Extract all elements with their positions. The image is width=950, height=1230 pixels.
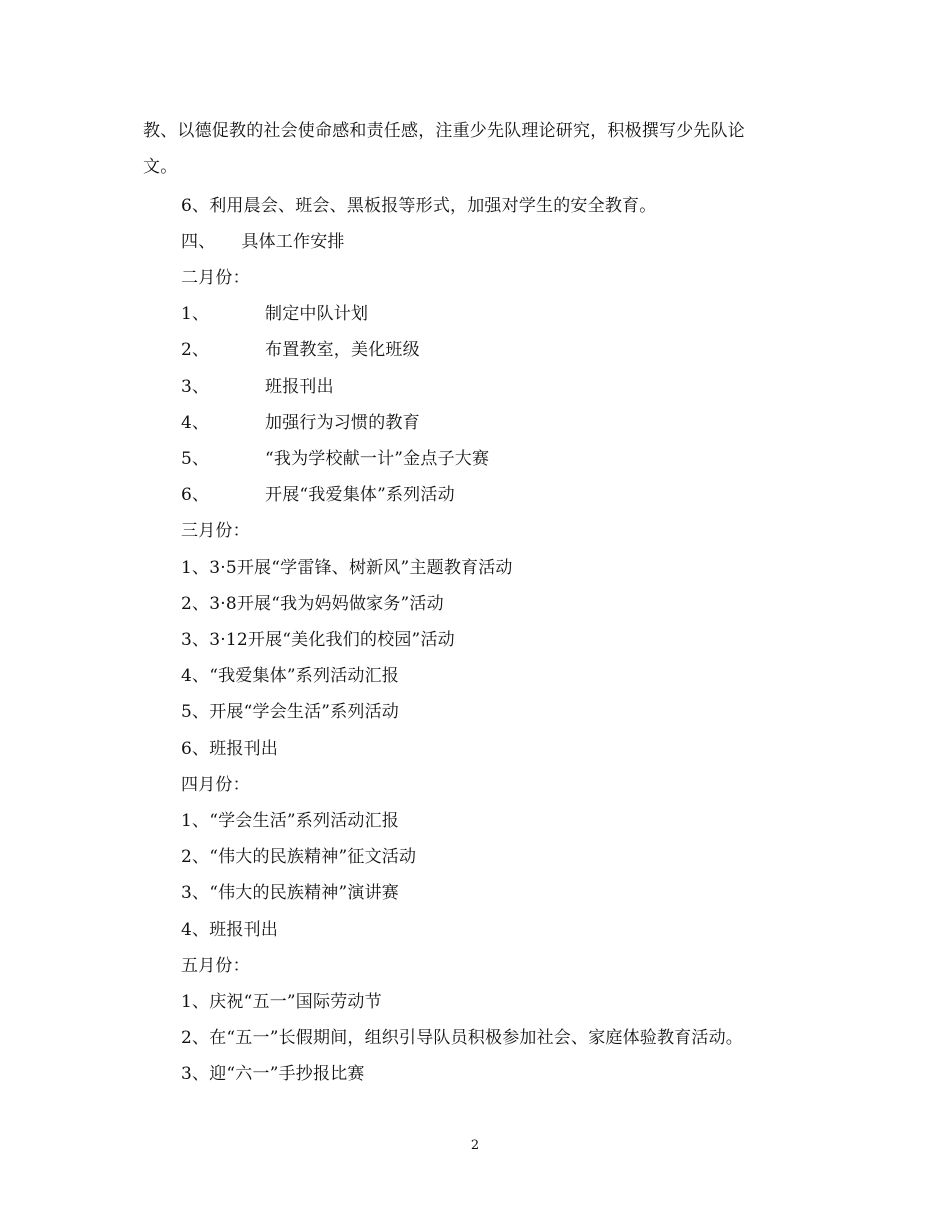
item-text: 制定中队计划 [265, 304, 369, 324]
may-item: 2、在“五一”长假期间，组织引导队员积极参加社会、家庭体验教育活动。 [181, 1028, 743, 1048]
february-item [181, 340, 420, 360]
intro-paragraph-line-2: 文。 [143, 157, 178, 177]
march-item: 3、3·12开展“美化我们的校园”活动 [181, 630, 455, 650]
february-heading: 二月份： [181, 268, 250, 288]
february-item [181, 485, 455, 505]
safety-education-item: 6、利用晨会、班会、黑板报等形式，加强对学生的安全教育。 [181, 196, 657, 216]
april-item: 1、“学会生活”系列活动汇报 [181, 811, 399, 831]
march-item: 6、班报刊出 [181, 739, 279, 759]
february-item [181, 304, 368, 324]
may-item: 1、庆祝“五一”国际劳动节 [181, 992, 382, 1012]
item-number: 2、 [181, 340, 210, 360]
section-title: 具体工作安排 [241, 232, 345, 252]
may-heading: 五月份： [181, 956, 250, 976]
april-item: 4、班报刊出 [181, 920, 279, 940]
section-heading [181, 232, 345, 252]
march-item: 4、“我爱集体”系列活动汇报 [181, 666, 399, 686]
section-number: 四、 [181, 232, 216, 252]
march-item: 2、3·8开展“我为妈妈做家务”活动 [181, 594, 444, 614]
item-number: 6、 [181, 485, 210, 505]
item-text: 布置教室，美化班级 [265, 340, 420, 360]
item-text: “我为学校献一计”金点子大赛 [265, 449, 490, 469]
april-item: 3、“伟大的民族精神”演讲赛 [181, 883, 399, 903]
item-text: 加强行为习惯的教育 [265, 413, 420, 433]
february-item [181, 413, 420, 433]
february-item [181, 377, 334, 397]
page-number: 2 [470, 1138, 480, 1153]
march-item: 5、开展“学会生活”系列活动 [181, 702, 399, 722]
item-text: 班报刊出 [265, 377, 334, 397]
item-number: 1、 [181, 304, 210, 324]
april-item: 2、“伟大的民族精神”征文活动 [181, 847, 417, 867]
item-number: 4、 [181, 413, 210, 433]
march-heading: 三月份： [181, 521, 250, 541]
may-item: 3、迎“六一”手抄报比赛 [181, 1064, 365, 1084]
february-item [181, 449, 489, 469]
item-number: 3、 [181, 377, 210, 397]
item-number: 5、 [181, 449, 210, 469]
intro-paragraph-line-1: 教、以德促教的社会使命感和责任感，注重少先队理论研究，积极撰写少先队论 [143, 121, 745, 141]
march-item: 1、3·5开展“学雷锋、树新风”主题教育活动 [181, 558, 513, 578]
item-text: 开展“我爱集体”系列活动 [265, 485, 455, 505]
april-heading: 四月份： [181, 775, 250, 795]
